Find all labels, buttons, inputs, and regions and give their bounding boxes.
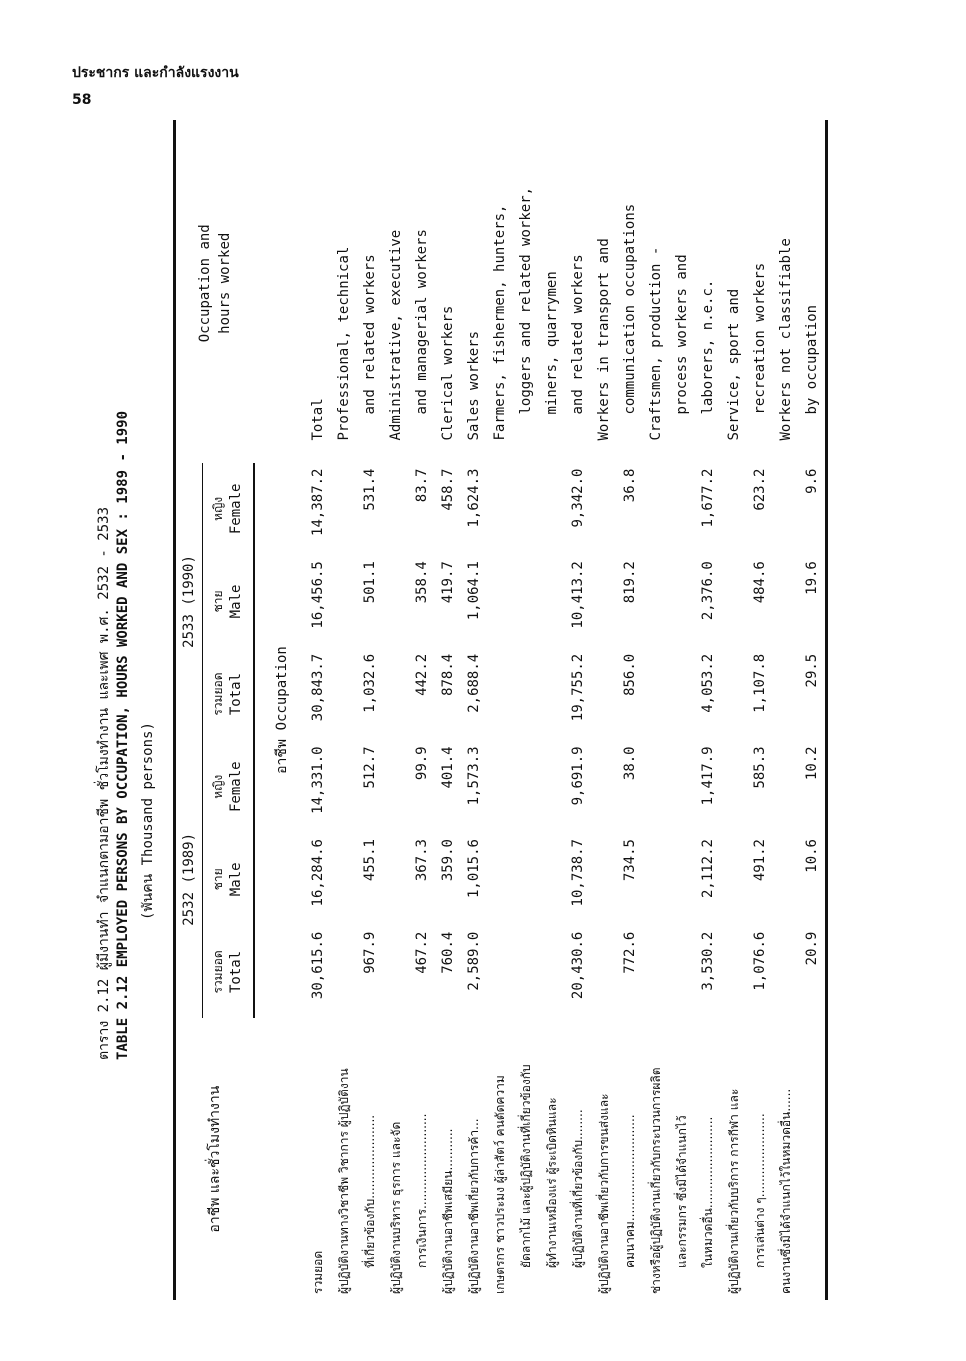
column-header-thai: หญิง bbox=[211, 496, 225, 521]
cell-value bbox=[331, 648, 383, 741]
table-row bbox=[461, 120, 487, 1300]
row-label-english-line: and managerial workers bbox=[414, 229, 430, 415]
cell-value-text: 359.0 bbox=[440, 839, 456, 882]
cell-value bbox=[383, 833, 435, 926]
cell-value bbox=[383, 648, 435, 741]
table-row bbox=[643, 120, 721, 1300]
cell-value-text: 734.5 bbox=[622, 839, 638, 882]
cell-value bbox=[461, 648, 487, 741]
cell-value bbox=[435, 833, 461, 926]
table-row bbox=[383, 120, 435, 1300]
column-header-5 bbox=[203, 463, 255, 556]
row-label-thai-line: การเงินการ......................... bbox=[415, 1113, 429, 1268]
table-row bbox=[435, 120, 461, 1300]
row-label-english-line: communication occupations bbox=[622, 203, 638, 415]
cell-value-text: 20.9 bbox=[804, 931, 820, 966]
cell-value-text: 585.3 bbox=[752, 746, 768, 789]
row-label-english bbox=[383, 120, 435, 463]
row-label-thai-line: รวมยอด bbox=[311, 1250, 325, 1294]
cell-value bbox=[487, 740, 591, 833]
row-label-thai-line: ผู้ปฏิบัติงานเกี่ยวกับบริการ การกีฬา และ bbox=[727, 1088, 741, 1294]
cell-value-text: 9.6 bbox=[804, 468, 820, 494]
cell-value-text: 10.6 bbox=[804, 839, 820, 873]
cell-value-text: 760.4 bbox=[440, 931, 456, 974]
cell-value-text: 2,688.4 bbox=[466, 653, 482, 713]
row-label-thai-line: ผู้ปฏิบัติงานอาชีพเกี่ยวกับการขนส่งและ bbox=[597, 1093, 611, 1294]
cell-value bbox=[591, 555, 643, 648]
cell-value bbox=[721, 926, 773, 1019]
row-label-thai-line: ผู้ปฏิบัติงานอาชีพเสมียน........... bbox=[441, 1128, 455, 1294]
cell-value-text: 1,624.3 bbox=[466, 468, 482, 528]
row-label-english-line: and related workers bbox=[362, 254, 378, 415]
cell-value-text: 1,107.8 bbox=[752, 653, 768, 713]
cell-value-text: 1,064.1 bbox=[466, 561, 482, 621]
column-header-2 bbox=[203, 740, 255, 833]
cell-value-text: 358.4 bbox=[414, 561, 430, 604]
row-label-english-line: Total bbox=[310, 398, 326, 441]
cell-value bbox=[643, 926, 721, 1019]
cell-value bbox=[331, 833, 383, 926]
stub-header-english bbox=[175, 120, 255, 463]
cell-value-text: 3,530.2 bbox=[700, 931, 716, 991]
cell-value bbox=[643, 648, 721, 741]
row-label-thai-line: ผู้ปฏิบัติงานบริหาร ธุรการ และจัด bbox=[389, 1121, 403, 1294]
cell-value bbox=[591, 740, 643, 833]
cell-value bbox=[435, 648, 461, 741]
row-label-thai-line: ผู้ปฏิบัติงานทางวิชาชีพ วิชาการ ผู้ปฏิบัติงาน bbox=[337, 1068, 351, 1294]
cell-value-text: 4,053.2 bbox=[700, 653, 716, 713]
column-header-thai: รวมยอด bbox=[211, 672, 225, 716]
cell-value bbox=[643, 555, 721, 648]
row-label-thai bbox=[773, 1018, 827, 1300]
cell-value-text: 99.9 bbox=[414, 746, 430, 781]
cell-value bbox=[383, 555, 435, 648]
row-label-english-line: loggers and related worker, bbox=[518, 186, 534, 415]
row-label-english-line: and related workers bbox=[570, 254, 586, 415]
cell-value-text: 367.3 bbox=[414, 839, 430, 882]
cell-value bbox=[461, 740, 487, 833]
column-header-0 bbox=[203, 926, 255, 1019]
cell-value-text: 36.8 bbox=[622, 468, 638, 503]
row-label-english-line: laborers, n.e.c. bbox=[700, 279, 716, 415]
cell-value bbox=[721, 833, 773, 926]
cell-value bbox=[643, 463, 721, 556]
column-header-english: Total bbox=[228, 673, 244, 716]
cell-value-text: 856.0 bbox=[622, 653, 638, 696]
cell-value bbox=[721, 463, 773, 556]
cell-value-text: 9,691.9 bbox=[570, 746, 586, 806]
cell-value-text: 19.6 bbox=[804, 561, 820, 595]
cell-value-text: 10,413.2 bbox=[570, 561, 586, 629]
row-label-english bbox=[591, 120, 643, 463]
cell-value-text: 501.1 bbox=[362, 561, 378, 604]
row-label-english bbox=[331, 120, 383, 463]
cell-value bbox=[487, 463, 591, 556]
cell-value-text: 442.2 bbox=[414, 653, 430, 696]
row-label-english bbox=[435, 120, 461, 463]
cell-value bbox=[435, 463, 461, 556]
cell-value bbox=[305, 833, 331, 926]
cell-value bbox=[461, 926, 487, 1019]
table-row bbox=[331, 120, 383, 1300]
row-label-english bbox=[487, 120, 591, 463]
rotated-table bbox=[93, 120, 873, 1300]
row-label-thai bbox=[331, 1018, 383, 1300]
page-number: 58 bbox=[72, 92, 92, 108]
row-label-thai-line: และกรรมกร ซึ่งมิได้จำแนกไว้ bbox=[675, 1115, 689, 1268]
row-label-english-line: Professional, technical bbox=[336, 246, 352, 441]
cell-value-text: 19,755.2 bbox=[570, 653, 586, 722]
cell-value-text: 2,589.0 bbox=[466, 931, 482, 991]
page-header-title: ประชากร และกำลังแรงงาน bbox=[72, 65, 239, 81]
row-label-thai-line: ผู้ปฏิบัติงานที่เกี่ยวข้องกับ........ bbox=[571, 1109, 585, 1268]
row-label-thai-line: คมนาคม............................ bbox=[623, 1114, 637, 1268]
cell-value bbox=[643, 833, 721, 926]
cell-value bbox=[331, 740, 383, 833]
cell-value bbox=[383, 740, 435, 833]
cell-value-text: 1,417.9 bbox=[700, 746, 716, 806]
row-label-thai bbox=[487, 1018, 591, 1300]
table-unit: (พันคน Thousand persons) bbox=[140, 722, 156, 920]
cell-value-text: 878.4 bbox=[440, 653, 456, 696]
cell-value-text: 20,430.6 bbox=[570, 931, 586, 1000]
stub-header-english-line2: hours worked bbox=[217, 232, 233, 334]
row-label-english-line: Workers not classifiable bbox=[778, 238, 794, 441]
cell-value-text: 30,615.6 bbox=[310, 931, 326, 1000]
cell-value bbox=[305, 463, 331, 556]
cell-value-text: 491.2 bbox=[752, 839, 768, 882]
cell-value-text: 531.4 bbox=[362, 468, 378, 511]
cell-value-text: 10.2 bbox=[804, 746, 820, 781]
column-header-thai: ชาย bbox=[211, 590, 225, 613]
cell-value-text: 401.4 bbox=[440, 746, 456, 789]
row-label-thai-line: ในหมวดอื่น........................ bbox=[701, 1116, 715, 1268]
employment-table bbox=[173, 120, 832, 1300]
cell-value-text: 455.1 bbox=[362, 839, 378, 882]
cell-value bbox=[383, 926, 435, 1019]
cell-value-text: 967.9 bbox=[362, 931, 378, 974]
cell-value bbox=[331, 555, 383, 648]
row-label-english-line: Clerical workers bbox=[440, 305, 456, 441]
cell-value bbox=[773, 555, 827, 648]
cell-value bbox=[773, 463, 827, 556]
column-header-3 bbox=[203, 648, 255, 741]
table-title-english: TABLE 2.12 EMPLOYED PERSONS BY OCCUPATION, HOURS WORKED AND SEX : 1989 - 1990 bbox=[115, 410, 131, 1060]
cell-value bbox=[435, 926, 461, 1019]
row-label-english bbox=[461, 120, 487, 463]
cell-value bbox=[643, 740, 721, 833]
cell-value-text: 772.6 bbox=[622, 931, 638, 974]
row-label-thai bbox=[305, 1018, 331, 1300]
cell-value bbox=[435, 740, 461, 833]
cell-value-text: 16,284.6 bbox=[310, 839, 326, 907]
column-header-1 bbox=[203, 833, 255, 926]
cell-value-text: 623.2 bbox=[752, 468, 768, 511]
stub-header-thai-text: อาชีพ และชั่วโมงทำงาน bbox=[207, 1085, 223, 1233]
cell-value bbox=[773, 648, 827, 741]
cell-value-text: 14,387.2 bbox=[310, 468, 326, 536]
cell-value bbox=[487, 555, 591, 648]
cell-value-text: 819.2 bbox=[622, 561, 638, 604]
row-label-thai bbox=[461, 1018, 487, 1300]
cell-value-text: 10,738.7 bbox=[570, 839, 586, 907]
cell-value-text: 1,677.2 bbox=[700, 468, 716, 528]
table-title-thai: ตาราง 2.12 ผู้มีงานทำ จำแนกตามอาชีพ ชั่วโมงทำงาน และเพศ พ.ศ. 2532 - 2533 bbox=[96, 506, 112, 1060]
column-header-english: Total bbox=[228, 950, 244, 994]
cell-value bbox=[773, 740, 827, 833]
cell-value-text: 1,573.3 bbox=[466, 746, 482, 806]
cell-value bbox=[487, 926, 591, 1019]
row-label-english-line: process workers and bbox=[674, 254, 690, 415]
row-label-thai-line: ผู้ปฏิบัติงานอาชีพเกี่ยวกับการค้า... bbox=[467, 1118, 481, 1294]
cell-value-text: 1,015.6 bbox=[466, 839, 482, 899]
year2-header: 2533 (1990) bbox=[175, 463, 203, 741]
cell-value-text: 83.7 bbox=[414, 468, 430, 503]
cell-value-text: 9,342.0 bbox=[570, 468, 586, 528]
cell-value bbox=[331, 463, 383, 556]
table-row bbox=[487, 120, 591, 1300]
cell-value bbox=[487, 833, 591, 926]
row-label-thai bbox=[643, 1018, 721, 1300]
cell-value bbox=[773, 833, 827, 926]
cell-value bbox=[305, 926, 331, 1019]
row-label-english-line: Farmers, fishermen, hunters, bbox=[492, 204, 508, 441]
year1-header: 2532 (1989) bbox=[175, 740, 203, 1018]
row-label-english bbox=[773, 120, 827, 463]
row-label-english-line: Service, sport and bbox=[726, 288, 742, 441]
cell-value-text: 29.5 bbox=[804, 653, 820, 688]
row-label-english bbox=[721, 120, 773, 463]
row-label-english-line: Craftsmen, production - bbox=[648, 246, 664, 441]
cell-value-text: 1,076.6 bbox=[752, 931, 768, 991]
cell-value bbox=[461, 833, 487, 926]
cell-value-text: 512.7 bbox=[362, 746, 378, 789]
cell-value-text: 30,843.7 bbox=[310, 653, 326, 722]
row-label-english-line: Sales workers bbox=[466, 330, 482, 441]
row-label-thai-line: ยัดลากไม้ และผู้ปฏิบัติงานที่เกี่ยวข้องกับ bbox=[519, 1064, 533, 1268]
row-label-thai bbox=[383, 1018, 435, 1300]
cell-value bbox=[305, 740, 331, 833]
cell-value bbox=[331, 926, 383, 1019]
cell-value bbox=[383, 463, 435, 556]
cell-value bbox=[435, 555, 461, 648]
cell-value-text: 38.0 bbox=[622, 746, 638, 781]
table-row bbox=[773, 120, 827, 1300]
cell-value bbox=[487, 648, 591, 741]
column-header-english: Male bbox=[228, 862, 244, 897]
row-label-thai bbox=[435, 1018, 461, 1300]
cell-value bbox=[591, 926, 643, 1019]
stub-header-thai bbox=[175, 1018, 255, 1300]
column-header-4 bbox=[203, 555, 255, 648]
column-header-thai: หญิง bbox=[211, 774, 225, 799]
cell-value bbox=[461, 463, 487, 556]
row-label-english bbox=[305, 120, 331, 463]
cell-value bbox=[721, 740, 773, 833]
cell-value-text: 458.7 bbox=[440, 468, 456, 511]
table-row bbox=[721, 120, 773, 1300]
section-label: อาชีพ Occupation bbox=[274, 646, 290, 774]
cell-value-text: 1,032.6 bbox=[362, 653, 378, 713]
cell-value bbox=[773, 926, 827, 1019]
column-header-english: Female bbox=[228, 761, 244, 812]
column-header-english: Male bbox=[228, 584, 244, 619]
cell-value-text: 16,456.5 bbox=[310, 561, 326, 629]
row-label-thai-line: เกษตรกร ชาวประมง ผู้ล่าสัตว์ คนตัดความ bbox=[493, 1075, 507, 1294]
column-header-english: Female bbox=[228, 483, 244, 535]
cell-value bbox=[305, 648, 331, 741]
row-label-thai-line: ที่เกี่ยวข้องกับ...................... bbox=[363, 1114, 377, 1268]
cell-value-text: 467.2 bbox=[414, 931, 430, 974]
row-label-english-line: by occupation bbox=[804, 304, 820, 415]
cell-value bbox=[721, 648, 773, 741]
table-bottom-rule bbox=[827, 120, 833, 1300]
cell-value bbox=[591, 648, 643, 741]
stub-header-english-line1: Occupation and bbox=[197, 224, 213, 343]
cell-value-text: 419.7 bbox=[440, 561, 456, 604]
row-label-english-line: recreation workers bbox=[752, 262, 768, 415]
row-label-thai-line: คนงานซึ่งมิได้จำแนกไว้ในหมวดอื่น...... bbox=[779, 1088, 793, 1294]
row-label-thai-line: ผู้ทำงานเหมืองแร่ ผู้ระเบิดหินและ bbox=[545, 1097, 559, 1268]
row-label-thai bbox=[591, 1018, 643, 1300]
table-row bbox=[305, 120, 331, 1300]
cell-value bbox=[591, 463, 643, 556]
row-label-english bbox=[643, 120, 721, 463]
row-label-english-line: Administrative, executive bbox=[388, 229, 404, 441]
row-label-thai-line: การเล่นต่าง ๆ...................... bbox=[753, 1113, 767, 1268]
row-label-thai-line: ช่างหรือผู้ปฏิบัติงานเกี่ยวกับกระบวนการผลิต bbox=[649, 1067, 663, 1294]
cell-value bbox=[721, 555, 773, 648]
column-header-thai: ชาย bbox=[211, 868, 225, 891]
cell-value bbox=[461, 555, 487, 648]
cell-value-text: 484.6 bbox=[752, 561, 768, 604]
cell-value-text: 2,112.2 bbox=[700, 839, 716, 899]
column-header-thai: รวมยอด bbox=[211, 950, 225, 994]
cell-value-text: 2,376.0 bbox=[700, 561, 716, 621]
cell-value bbox=[591, 833, 643, 926]
cell-value bbox=[305, 555, 331, 648]
row-label-thai bbox=[721, 1018, 773, 1300]
table-row bbox=[591, 120, 643, 1300]
cell-value-text: 14,331.0 bbox=[310, 746, 326, 814]
row-label-english-line: miners, quarrymen bbox=[544, 271, 560, 415]
row-label-english-line: Workers in transport and bbox=[596, 238, 612, 441]
